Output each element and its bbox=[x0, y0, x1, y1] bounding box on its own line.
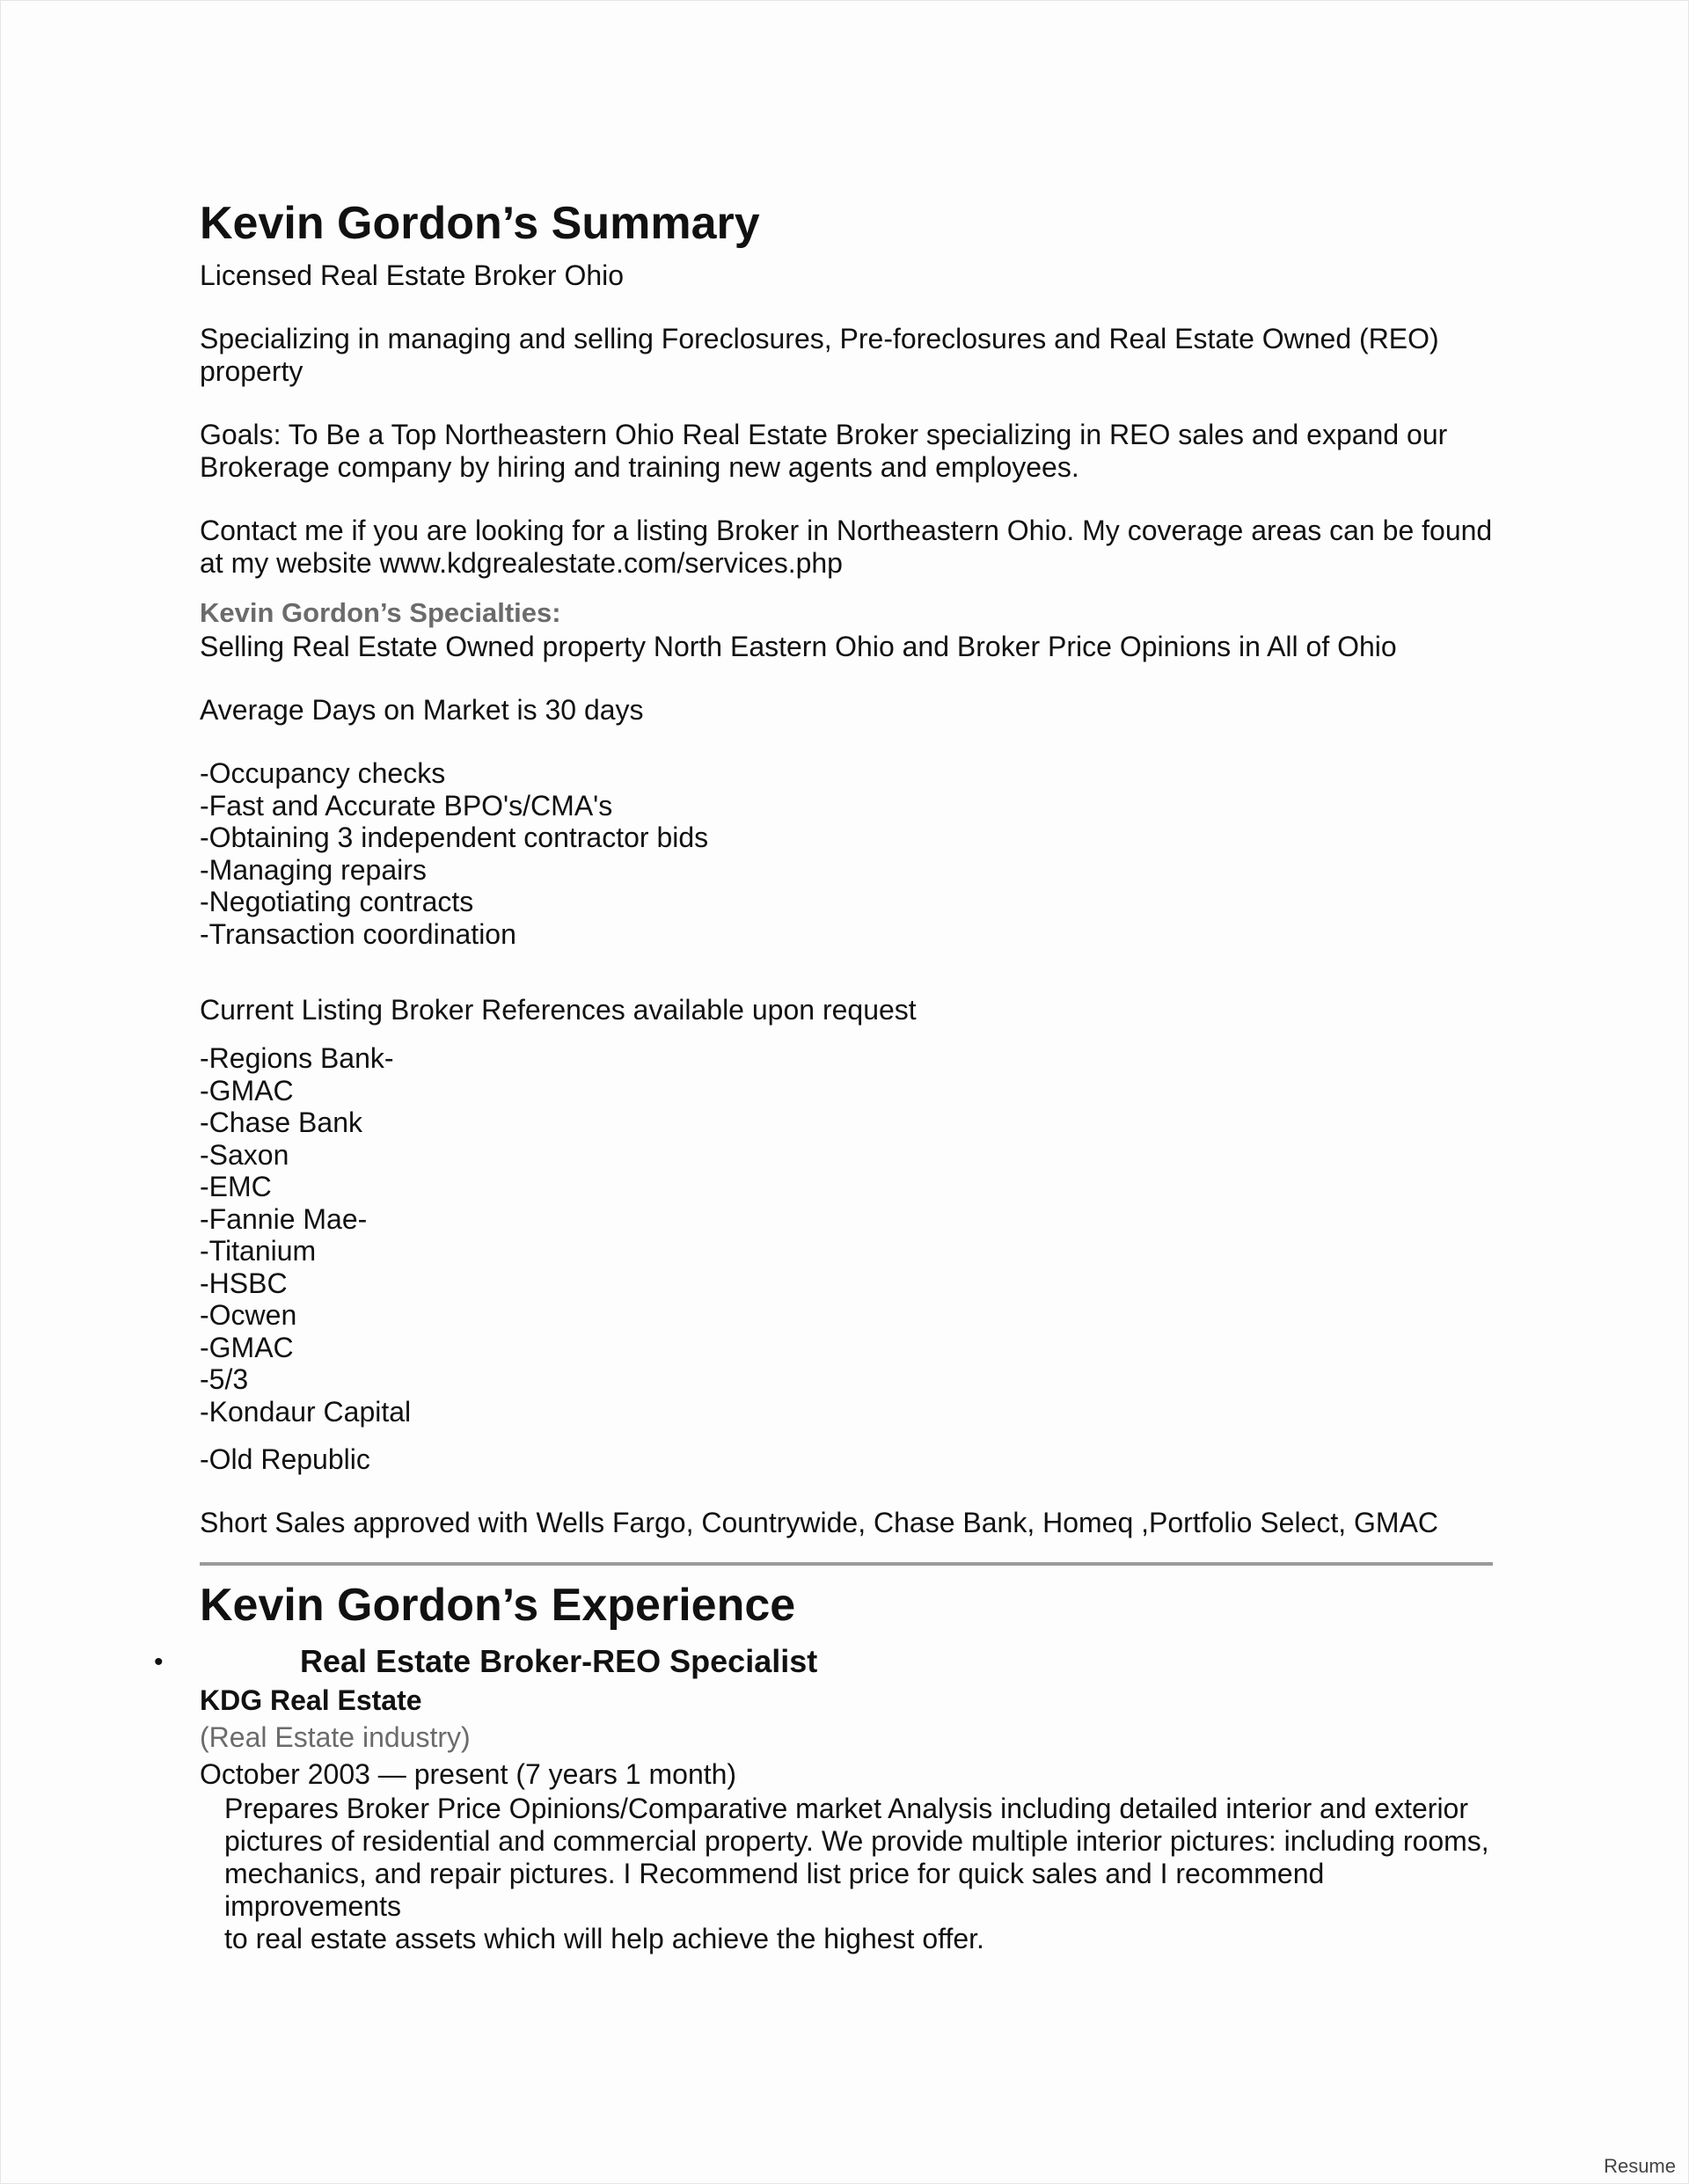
list-item: -Negotiating contracts bbox=[200, 886, 474, 917]
specializing-line-2: property bbox=[200, 355, 303, 387]
contact-line-1: Contact me if you are looking for a listing Broker in Northeastern Ohio. My coverage areas can be found bbox=[200, 515, 1493, 546]
list-item: -Fannie Mae- bbox=[200, 1202, 368, 1235]
summary-heading: Kevin Gordon’s Summary bbox=[200, 198, 760, 249]
list-item: -Managing repairs bbox=[200, 853, 427, 886]
industry-label: (Real Estate industry) bbox=[200, 1721, 471, 1753]
employment-dates: October 2003 — present (7 years 1 month) bbox=[200, 1758, 737, 1790]
goals-line-1: Goals: To Be a Top Northeastern Ohio Real Estate Broker specializing in REO sales and expand our bbox=[200, 419, 1448, 450]
short-sales-line: Short Sales approved with Wells Fargo, Countrywide, Chase Bank, Homeq ,Portfolio Select, GMAC bbox=[200, 1507, 1439, 1538]
goals-line-2: Brokerage company by hiring and training new agents and employees. bbox=[200, 451, 1079, 483]
list-item: -Fast and Accurate BPO's/CMA's bbox=[200, 789, 613, 822]
list-item: -GMAC bbox=[200, 1074, 294, 1107]
list-item: -Obtaining 3 independent contractor bids bbox=[200, 822, 709, 853]
selling-line: Selling Real Estate Owned property North Eastern Ohio and Broker Price Opinions in All of Ohio bbox=[200, 631, 1397, 662]
job-entry bbox=[154, 1641, 1502, 1682]
list-item: -Kondaur Capital bbox=[200, 1395, 412, 1428]
specializing-line-1: Specializing in managing and selling Foreclosures, Pre-foreclosures and Real Estate Owned (REO) bbox=[200, 323, 1439, 354]
specialties-heading: Kevin Gordon’s Specialties: bbox=[200, 597, 561, 628]
list-item: -GMAC bbox=[200, 1331, 294, 1363]
list-item: -HSBC bbox=[200, 1267, 288, 1299]
average-days-line: Average Days on Market is 30 days bbox=[200, 694, 644, 726]
description-line: Prepares Broker Price Opinions/Comparative market Analysis including detailed interior and exterior bbox=[224, 1793, 1468, 1824]
job-title: Real Estate Broker-REO Specialist bbox=[300, 1643, 818, 1679]
company-name: KDG Real Estate bbox=[200, 1684, 422, 1716]
list-item: -Regions Bank- bbox=[200, 1042, 394, 1074]
experience-heading: Kevin Gordon’s Experience bbox=[200, 1580, 796, 1631]
list-item: -Titanium bbox=[200, 1235, 317, 1267]
list-item: -Transaction coordination bbox=[200, 917, 516, 950]
description-line: to real estate assets which will help achieve the highest offer. bbox=[224, 1923, 984, 1954]
old-republic-line: -Old Republic bbox=[200, 1443, 370, 1475]
references-intro: Current Listing Broker References available upon request bbox=[200, 994, 917, 1026]
list-item: -5/3 bbox=[200, 1363, 249, 1395]
services-list bbox=[200, 757, 1502, 950]
list-item: -Occupancy checks bbox=[200, 757, 446, 789]
section-divider bbox=[200, 1562, 1493, 1566]
job-description bbox=[224, 1793, 1491, 1955]
references-list bbox=[200, 1042, 1502, 1428]
description-line: mechanics, and repair pictures. I Recommend list price for quick sales and I recommend improvements bbox=[224, 1858, 1325, 1922]
list-item: -Chase Bank bbox=[200, 1107, 362, 1138]
contact-line-2: at my website www.kdgrealestate.com/services.php bbox=[200, 547, 843, 579]
bullet-icon: • bbox=[154, 1647, 164, 1676]
resume-content bbox=[154, 196, 1502, 1955]
resume-watermark-label: Resume bbox=[1604, 2155, 1676, 2177]
license-line: Licensed Real Estate Broker Ohio bbox=[200, 259, 625, 291]
description-line: pictures of residential and commercial property. We provide multiple interior pictures: including rooms, bbox=[224, 1825, 1489, 1857]
list-item: -Saxon bbox=[200, 1138, 289, 1171]
list-item: -EMC bbox=[200, 1171, 272, 1202]
list-item: -Ocwen bbox=[200, 1299, 297, 1331]
